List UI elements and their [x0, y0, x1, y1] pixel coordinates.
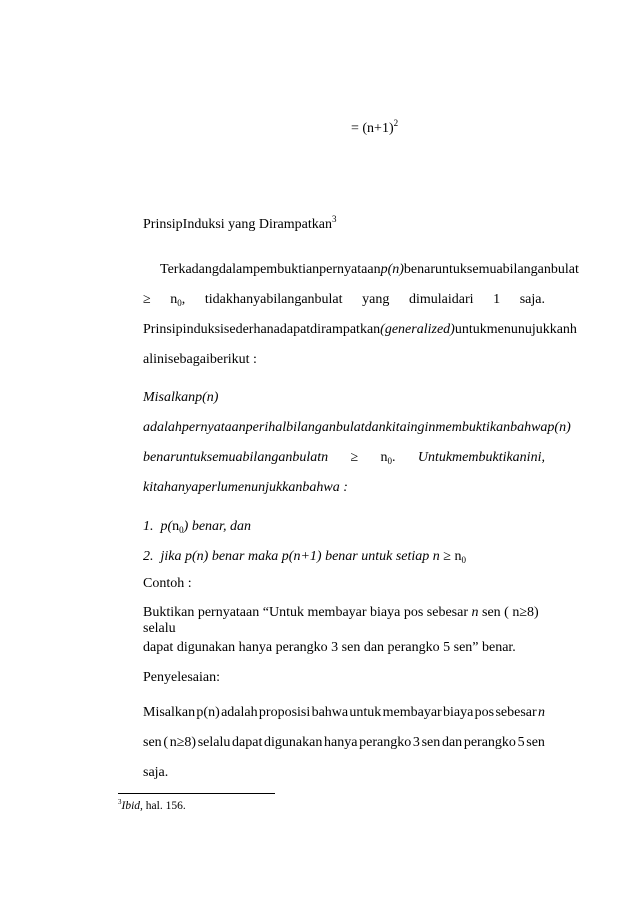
- def-line4: kitahanyaperlumenunjukkanbahwa :: [143, 480, 348, 495]
- def-line3: benaruntuksemuabilanganbulatn ≥ $n_0$. Untukmembuktikanini,: [143, 450, 545, 466]
- solution-line1: Misalkan p(n) adalah proposisi bahwa untuk membayar biaya pos sebesar n: [143, 705, 545, 720]
- solution-label: Penyelesaian:: [143, 670, 220, 685]
- footnote: $^3$Ibid, hal. 156.: [118, 798, 186, 812]
- list-item: 2. jika p(n) benar maka p(n+1) benar untuk setiap $n \ge n_0$: [143, 549, 466, 565]
- list-item: 1. $p(n_0)$ benar, dan: [143, 519, 251, 535]
- solution-line2: sen ( n≥8) selalu dapat digunakan hanya perangko 3 sen dan perangko 5 sen: [143, 735, 545, 750]
- section-heading: PrinsipInduksi yang Dirampatkan$^3$: [143, 214, 337, 232]
- example-line2: dapat digunakan hanya perangko 3 sen dan perangko 5 sen” benar.: [143, 640, 516, 655]
- solution-line3: saja.: [143, 765, 169, 780]
- example-line1: Buktikan pernyataan “Untuk membayar biaya pos sebesar n sen ( n≥8) selalu: [143, 605, 539, 636]
- para1-line4: alinisebagaiberikut :: [143, 352, 257, 367]
- para1-line1: Terkadangdalampembuktianpernyataanp(n)benaruntuksemuabilanganbulat: [160, 262, 579, 277]
- def-line2: adalahpernyataanperihalbilanganbulatdankitainginmembuktikanbahwa p(n): [143, 420, 571, 435]
- footnote-divider: [118, 793, 275, 794]
- para1-line2: ≥ $n_0$, tidakhanyabilanganbulat yang dimulaidari 1 saja.: [143, 292, 545, 308]
- equation: = $(n+1)^2$: [351, 118, 399, 136]
- footnote-ref: 3: [331, 214, 337, 224]
- example-label: Contoh :: [143, 576, 192, 591]
- para1-line3: Prinsipinduksisederhanadapatdirampatkan(generalized)untukmenunujukkanh: [143, 322, 577, 337]
- def-line1: Misalkanp(n): [143, 390, 219, 405]
